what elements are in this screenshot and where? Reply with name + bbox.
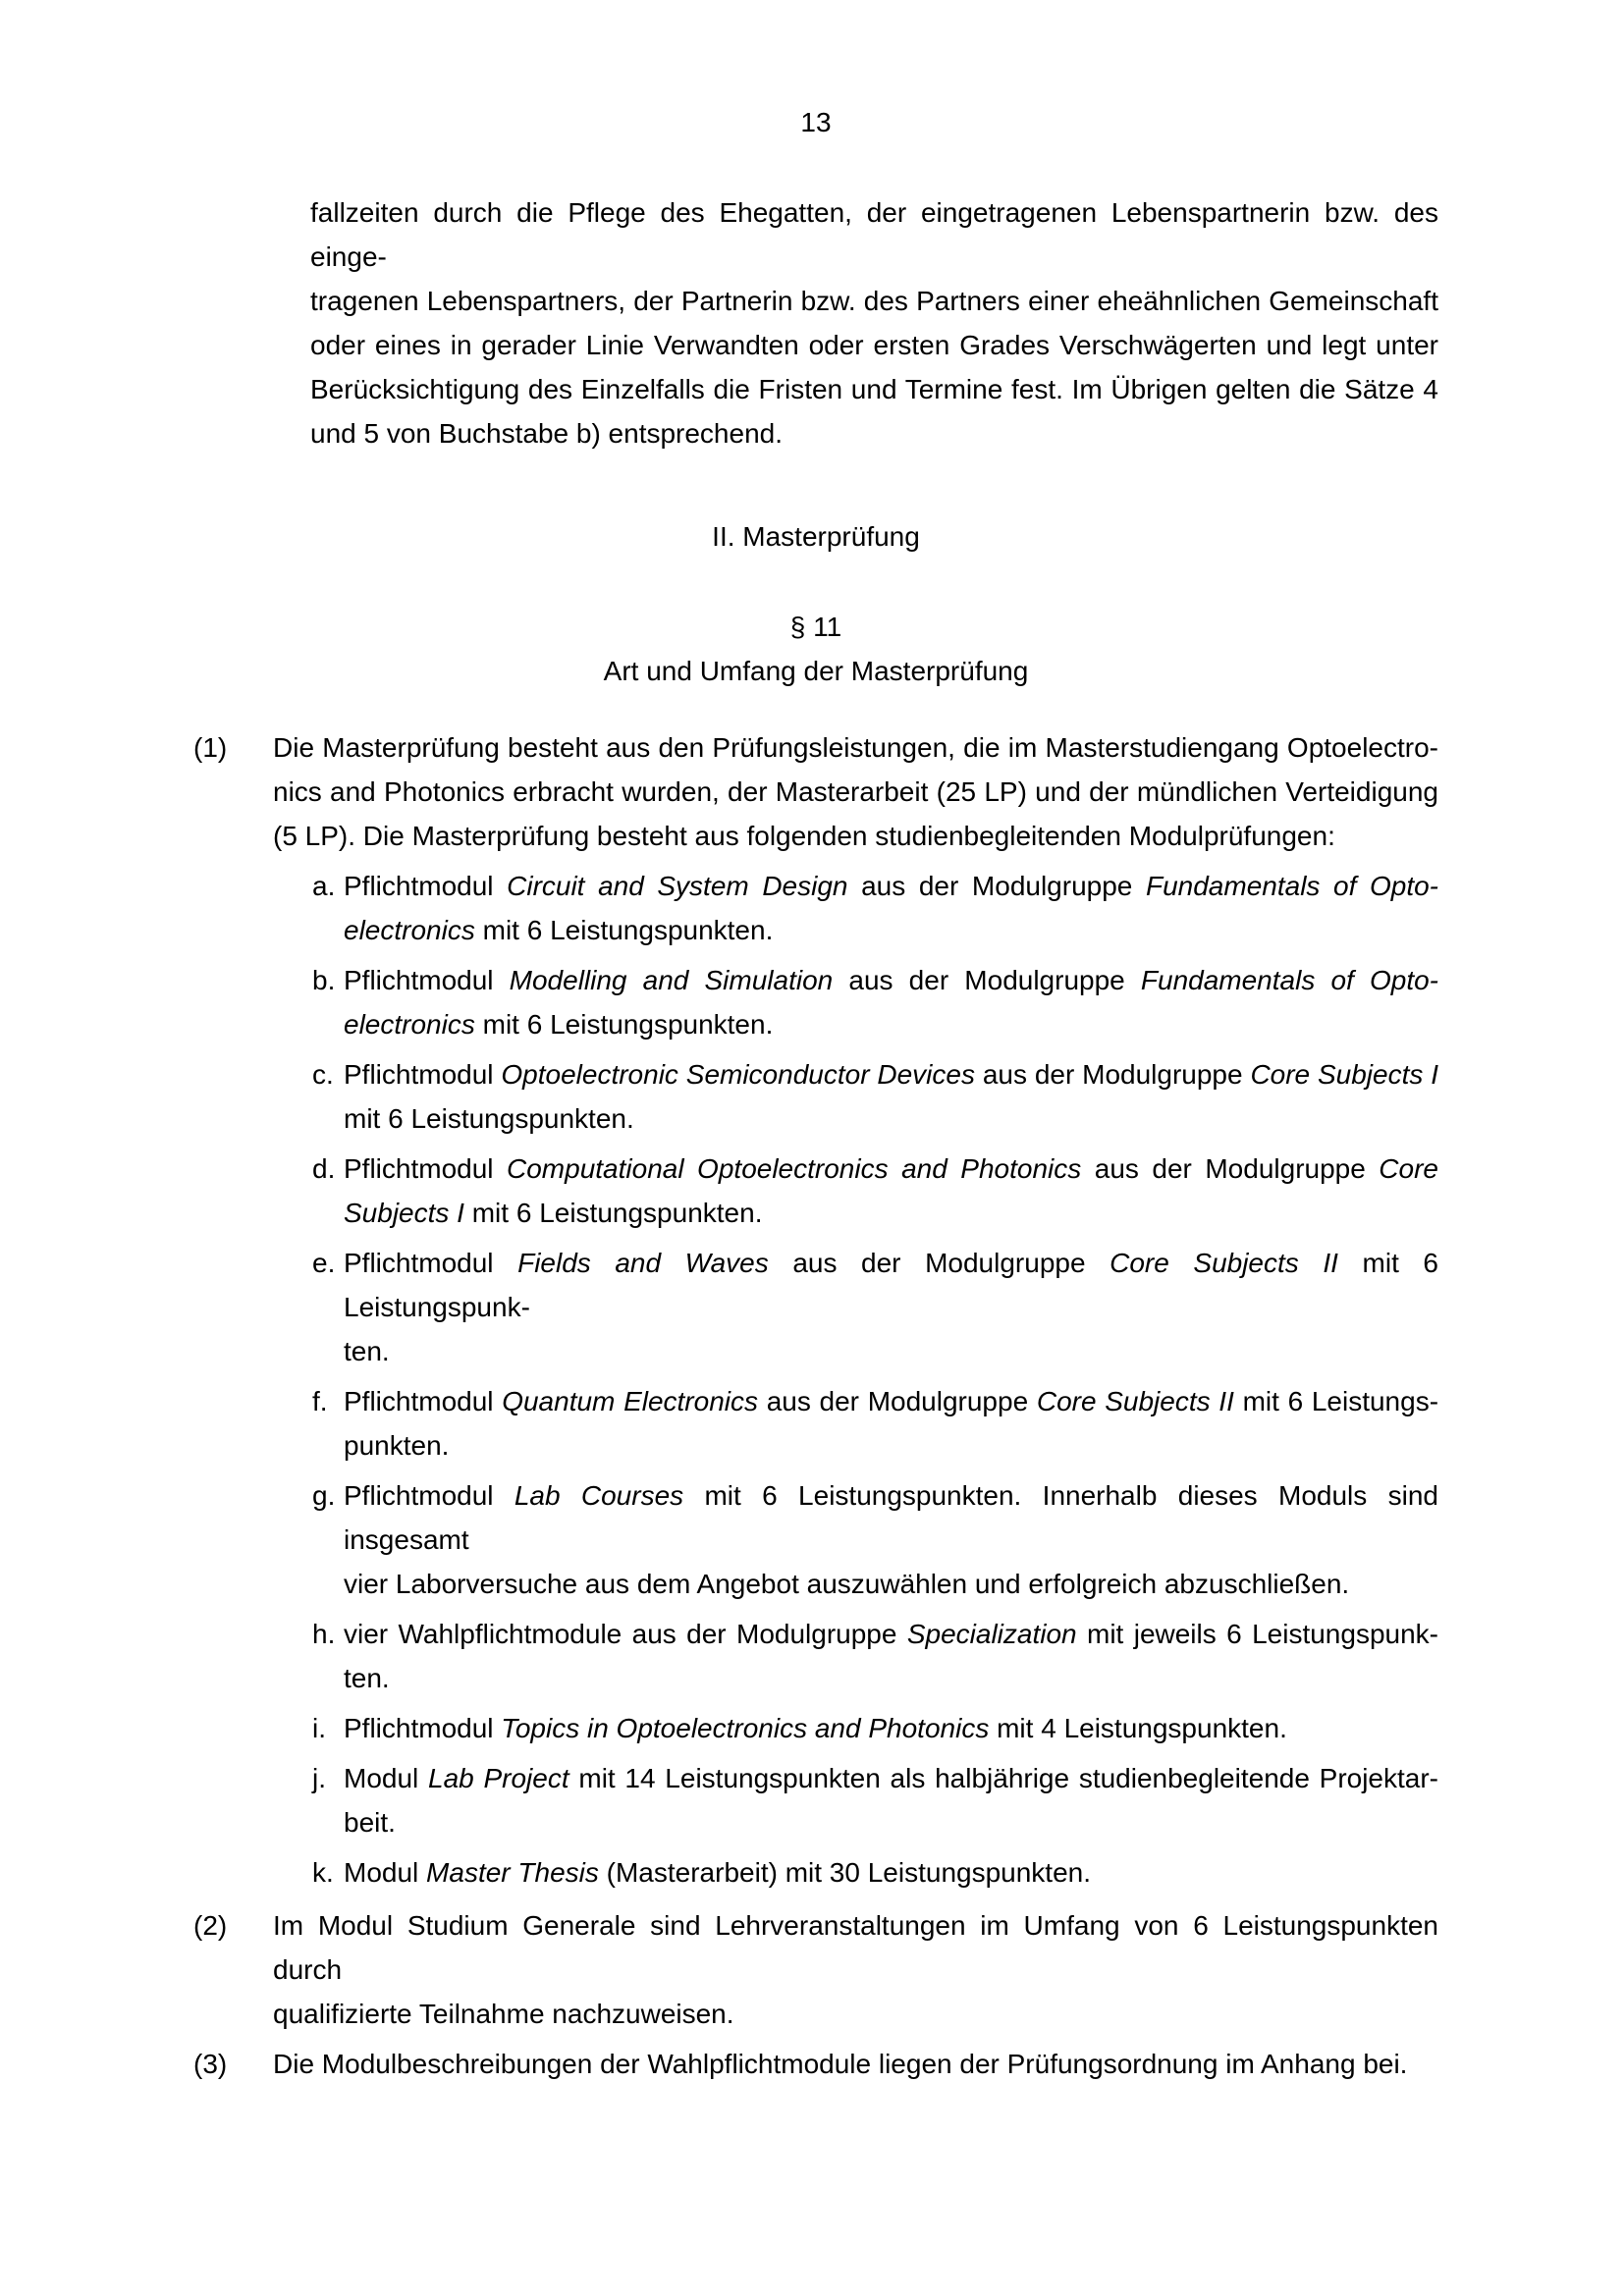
- text-run: aus der Modulgruppe: [974, 1059, 1251, 1090]
- numbered-paragraph: [193, 2042, 1438, 2086]
- numbered-paragraph: [193, 725, 1438, 1895]
- page-content: [193, 100, 1438, 2086]
- list-item-marker: k.: [312, 1857, 334, 1888]
- paragraph-body: [273, 725, 1438, 858]
- text-run: nics and Photonics erbracht wurden, der Masterarbeit (25 LP) und der mündlichen Verteidigung: [273, 776, 1438, 807]
- text-run: Topics in Optoelectronics and Photonics: [501, 1713, 990, 1743]
- text-run: Lab Project: [428, 1763, 569, 1793]
- list-item-body: [344, 1052, 1438, 1141]
- text-run: Berücksichtigung des Einzelfalls die Fristen und Termine fest. Im Übrigen gelten die Sätze 4: [310, 374, 1438, 404]
- text-line: [344, 1800, 1438, 1844]
- list-item-body: [344, 1756, 1438, 1844]
- text-line: [344, 1612, 1438, 1656]
- list-item: [273, 958, 1438, 1046]
- text-run: mit 6 Leistungs-: [1233, 1386, 1439, 1416]
- text-run: Core Subjects II: [1110, 1248, 1338, 1278]
- text-run: mit 6 Leistungspunkten.: [344, 1103, 634, 1134]
- text-run: Die Masterprüfung besteht aus den Prüfungsleistungen, die im Masterstudiengang Optoelectro-: [273, 732, 1438, 763]
- paragraph-title-heading: Art und Umfang der Masterprüfung: [603, 656, 1029, 686]
- text-run: mit 4 Leistungspunkten.: [989, 1713, 1287, 1743]
- list-item: [273, 1612, 1438, 1700]
- text-line: [273, 770, 1438, 814]
- list-item-body: [344, 1241, 1438, 1373]
- list-item: [273, 1379, 1438, 1468]
- text-run: electronics: [344, 1009, 475, 1040]
- text-run: Pflichtmodul: [344, 1713, 502, 1743]
- text-run: Modelling and Simulation: [509, 965, 834, 995]
- list-item: [273, 1052, 1438, 1141]
- text-run: Modul: [344, 1857, 427, 1888]
- text-line: [344, 1706, 1438, 1750]
- text-run: Specialization: [906, 1619, 1077, 1649]
- text-run: mit 6 Leistungspunkten.: [463, 1198, 763, 1228]
- section-heading: II. Masterprüfung: [712, 521, 920, 552]
- list-item-marker: f.: [312, 1386, 328, 1416]
- text-line: [344, 1241, 1438, 1329]
- text-run: Fundamentals of Opto-: [1140, 965, 1438, 995]
- paragraph-marker: (1): [193, 732, 228, 763]
- text-run: punkten.: [344, 1430, 450, 1461]
- text-line: [344, 1562, 1438, 1606]
- text-line: [273, 1903, 1438, 1992]
- text-run: tragenen Lebenspartners, der Partnerin bzw. des Partners einer eheähnlichen Gemeinschaft: [310, 286, 1438, 316]
- text-run: Core: [1379, 1153, 1438, 1184]
- text-run: qualifizierte Teilnahme nachzuweisen.: [273, 1999, 734, 2029]
- list-item: [273, 1706, 1438, 1750]
- paragraphs: [193, 725, 1438, 2086]
- text-run: Pflichtmodul: [344, 1059, 502, 1090]
- text-run: ten.: [344, 1663, 390, 1693]
- text-run: Fundamentals of Opto-: [1145, 871, 1439, 901]
- text-run: Pflichtmodul: [344, 1480, 514, 1511]
- text-run: Pflichtmodul: [344, 1153, 508, 1184]
- text-run: aus der Modulgruppe: [1081, 1153, 1380, 1184]
- paragraph-marker: (3): [193, 2049, 228, 2079]
- paragraph-number-heading: § 11: [789, 612, 842, 642]
- list-item-marker: e.: [312, 1248, 336, 1278]
- list-item-marker: b.: [312, 965, 336, 995]
- text-line: [310, 323, 1438, 367]
- text-line: [344, 1191, 1438, 1235]
- text-run: Im Modul Studium Generale sind Lehrveranstaltungen im Umfang von 6 Leistungspunkten durch: [273, 1910, 1438, 1985]
- text-line: [273, 1992, 1438, 2036]
- text-line: [310, 411, 1438, 455]
- text-run: electronics: [344, 915, 475, 945]
- text-run: ten.: [344, 1336, 390, 1366]
- list-item: [273, 864, 1438, 952]
- list-item-body: [344, 1147, 1438, 1235]
- text-run: aus der Modulgruppe: [768, 1248, 1110, 1278]
- list-item-body: [344, 864, 1438, 952]
- text-run: Fields and Waves: [517, 1248, 769, 1278]
- text-run: fallzeiten durch die Pflege des Ehegatten, der eingetragenen Lebenspartnerin bzw. des einge-: [310, 197, 1438, 272]
- text-run: Modul: [344, 1763, 429, 1793]
- text-run: mit 6 Leistungspunkten.: [474, 915, 774, 945]
- text-line: [344, 958, 1438, 1002]
- text-run: Computational Optoelectronics and Photonics: [507, 1153, 1082, 1184]
- list-item-body: [344, 1473, 1438, 1606]
- list-item-marker: d.: [312, 1153, 336, 1184]
- text-line: [344, 1002, 1438, 1046]
- text-line: [344, 1656, 1438, 1700]
- text-line: [344, 1850, 1438, 1895]
- text-line: [344, 1756, 1438, 1800]
- text-run: vier Wahlpflichtmodule aus der Modulgruppe: [344, 1619, 907, 1649]
- paragraph-body: [273, 2042, 1438, 2086]
- text-line: [273, 2042, 1438, 2086]
- list-item: [273, 1756, 1438, 1844]
- text-run: mit 14 Leistungspunkten als halbjährige studienbegleitende Projektar-: [568, 1763, 1439, 1793]
- list-item-body: [344, 1379, 1438, 1468]
- list-item-marker: j.: [312, 1763, 326, 1793]
- text-line: [310, 279, 1438, 323]
- list-item-marker: c.: [312, 1059, 334, 1090]
- text-run: mit 6 Leistungspunk-: [344, 1248, 1438, 1322]
- text-run: Pflichtmodul: [344, 871, 508, 901]
- list-item: [273, 1473, 1438, 1606]
- text-run: (5 LP). Die Masterprüfung besteht aus folgenden studienbegleitenden Modulprüfungen:: [273, 821, 1335, 851]
- text-line: [344, 1423, 1438, 1468]
- list-item-marker: i.: [312, 1713, 326, 1743]
- text-run: mit jeweils 6 Leistungspunk-: [1076, 1619, 1438, 1649]
- text-line: [310, 367, 1438, 411]
- text-run: vier Laborversuche aus dem Angebot auszuwählen und erfolgreich abzuschließen.: [344, 1569, 1350, 1599]
- text-run: mit 6 Leistungspunkten. Innerhalb dieses Moduls sind insgesamt: [344, 1480, 1438, 1555]
- text-run: aus der Modulgruppe: [758, 1386, 1037, 1416]
- text-run: Pflichtmodul: [344, 1248, 518, 1278]
- text-run: Master Thesis: [426, 1857, 599, 1888]
- text-run: aus der Modulgruppe: [847, 871, 1146, 901]
- text-line: [273, 725, 1438, 770]
- text-line: [344, 908, 1438, 952]
- text-run: mit 6 Leistungspunkten.: [474, 1009, 774, 1040]
- text-run: Subjects I: [344, 1198, 464, 1228]
- list-item-marker: g.: [312, 1480, 336, 1511]
- text-run: Core Subjects II: [1036, 1386, 1234, 1416]
- list-item-body: [344, 1612, 1438, 1700]
- text-line: [310, 190, 1438, 279]
- text-run: Pflichtmodul: [344, 965, 510, 995]
- text-line: [344, 1147, 1438, 1191]
- list-item-body: [344, 1706, 1438, 1750]
- text-line: [273, 814, 1438, 858]
- text-run: beit.: [344, 1807, 396, 1838]
- text-run: Lab Courses: [514, 1480, 684, 1511]
- list-item: [273, 1241, 1438, 1373]
- text-run: Pflichtmodul: [344, 1386, 503, 1416]
- continuation-paragraph: [310, 190, 1438, 455]
- text-run: Core Subjects I: [1250, 1059, 1438, 1090]
- list-item-body: [344, 958, 1438, 1046]
- list-item-marker: a.: [312, 871, 336, 901]
- paragraph-body: [273, 1903, 1438, 2036]
- list-item-body: [344, 1850, 1438, 1895]
- text-line: [344, 1473, 1438, 1562]
- text-line: [344, 1329, 1438, 1373]
- text-run: Die Modulbeschreibungen der Wahlpflichtmodule liegen der Prüfungsordnung im Anhang bei.: [273, 2049, 1408, 2079]
- text-line: [344, 1096, 1438, 1141]
- list-item: [273, 1850, 1438, 1895]
- text-line: [344, 864, 1438, 908]
- module-list: [273, 864, 1438, 1895]
- text-run: und 5 von Buchstabe b) entsprechend.: [310, 418, 784, 449]
- list-item: [273, 1147, 1438, 1235]
- list-item-marker: h.: [312, 1619, 336, 1649]
- text-line: [344, 1379, 1438, 1423]
- text-run: aus der Modulgruppe: [833, 965, 1141, 995]
- numbered-paragraph: [193, 1903, 1438, 2036]
- text-run: Circuit and System Design: [507, 871, 848, 901]
- text-line: [344, 1052, 1438, 1096]
- paragraph-marker: (2): [193, 1910, 228, 1941]
- text-run: Optoelectronic Semiconductor Devices: [501, 1059, 975, 1090]
- page-number: 13: [800, 107, 832, 137]
- text-run: oder eines in gerader Linie Verwandten oder ersten Grades Verschwägerten und legt unter: [310, 330, 1438, 360]
- text-run: (Masterarbeit) mit 30 Leistungspunkten.: [598, 1857, 1092, 1888]
- text-run: Quantum Electronics: [502, 1386, 759, 1416]
